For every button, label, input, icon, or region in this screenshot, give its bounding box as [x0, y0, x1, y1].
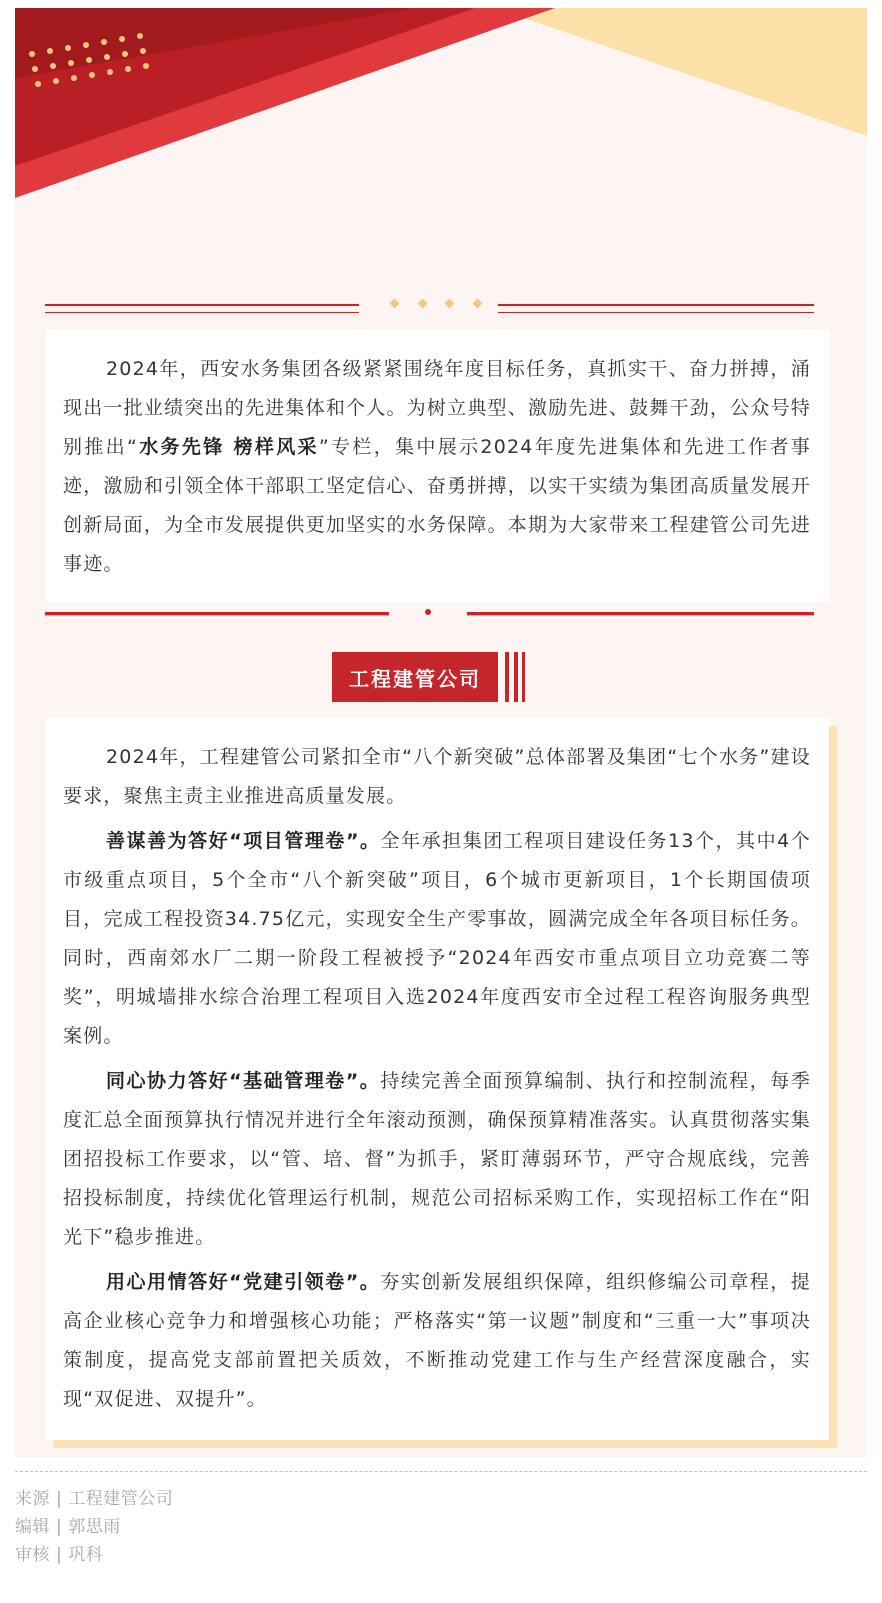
credit-source-value: 工程建管公司 [68, 1489, 174, 1509]
paragraph-overview: 2024年，工程建管公司紧扣全市“八个新突破”总体部署及集团“七个水务”建设要求，聚焦主责主业推进高质量发展。 [63, 746, 811, 807]
footer-divider [15, 1471, 867, 1472]
diamond-ornament [473, 298, 483, 308]
paragraph-party-building [63, 1263, 811, 1419]
lead-party-building: 用心用情答好“党建引领卷”。 [106, 1271, 381, 1293]
article-card [15, 8, 867, 1458]
credit-reviewer [15, 1540, 103, 1565]
content-box [45, 718, 829, 1440]
lead-project-management: 善谋善为答好“项目管理卷”。 [106, 830, 381, 852]
credit-editor-label: 编辑 [15, 1517, 50, 1537]
body-party-building: 夯实创新发展组织保障，组织修编公司章程，提高企业核心竞争力和增强核心功能；严格落实“第一议题”制度和“三重一大”事项决策制度，提高党支部前置把关质效，不断推动党建工作与生产经营深度融合，实现“双促进、双提升”。 [63, 1271, 811, 1410]
body-basic-management: 持续完善全面预算编制、执行和控制流程，每季度汇总全面预算执行情况并进行全年滚动预测，确保预算精准落实。认真贯彻落实集团招投标工作要求，以“管、培、督”为抓手，紧盯薄弱环节，严守合规底线，完善招投标制度，持续优化管理运行机制，规范公司招标采购工作，实现招标工作在“阳光下”稳步推进。 [63, 1070, 811, 1248]
credit-editor-value: 郭思雨 [68, 1517, 121, 1537]
credit-source [15, 1484, 173, 1509]
credit-reviewer-value: 巩科 [68, 1545, 104, 1565]
intro-text-before: 2024年，西安水务集团各级紧紧围绕年度目标任务，真抓实干、奋力拼搏，涌现出一批业绩突出的先进集体和个人。为树立典型、激励先进、鼓舞干劲，公众号特别推出“ [63, 358, 811, 458]
mid-divider-right [467, 612, 814, 616]
paragraph-basic-management [63, 1062, 811, 1257]
title-accent-bar [514, 652, 518, 702]
intro-box [45, 330, 829, 602]
credit-source-label: 来源 [15, 1489, 50, 1509]
diamond-ornament [417, 298, 427, 308]
banner-gold-stripe [495, 8, 867, 136]
credit-separator: | [56, 1545, 63, 1565]
lead-basic-management: 同心协力答好“基础管理卷”。 [106, 1070, 381, 1092]
mid-divider-dot [425, 609, 431, 615]
decorative-dots [15, 8, 175, 98]
body-project-management: 全年承担集团工程项目建设任务13个，其中4个市级重点项目，5个全市“八个新突破”项目，6个城市更新项目，1个长期国债项目，完成工程投资34.75亿元，实现安全生产零事故，圆满完成全年各项目标任务。同时，西南郊水厂二期一阶段工程被授予“2024年西安市重点项目立功竞赛二等奖”，明城墙排水综合治理工程项目入选2024年度西安市全过程工程咨询服务典型案例。 [63, 830, 811, 1047]
intro-text-after: ”专栏，集中展示2024年度先进集体和先进工作者事迹，激励和引领全体干部职工坚定信心、奋勇拼搏，以实干实绩为集团高质量发展开创新局面，为全市发展提供更加坚实的水务保障。本期为大家带来工程建管公司先进事迹。 [63, 436, 811, 575]
diamond-ornament [445, 298, 455, 308]
intro-paragraph [63, 350, 811, 584]
mid-divider-left [45, 612, 389, 616]
divider-left [45, 304, 359, 313]
paragraph-project-management [63, 822, 811, 1056]
diamond-ornament [390, 298, 400, 308]
title-accent-bar [522, 652, 525, 702]
title-accent-bar [505, 652, 509, 702]
section-title: 工程建管公司 [332, 652, 498, 702]
credit-separator: | [56, 1517, 63, 1537]
credit-editor [15, 1512, 121, 1537]
column-name: 水务先锋 榜样风采 [138, 436, 319, 458]
credit-reviewer-label: 审核 [15, 1545, 50, 1565]
divider-right [498, 304, 814, 313]
credit-separator: | [56, 1489, 63, 1509]
divider-diamonds [391, 295, 481, 311]
